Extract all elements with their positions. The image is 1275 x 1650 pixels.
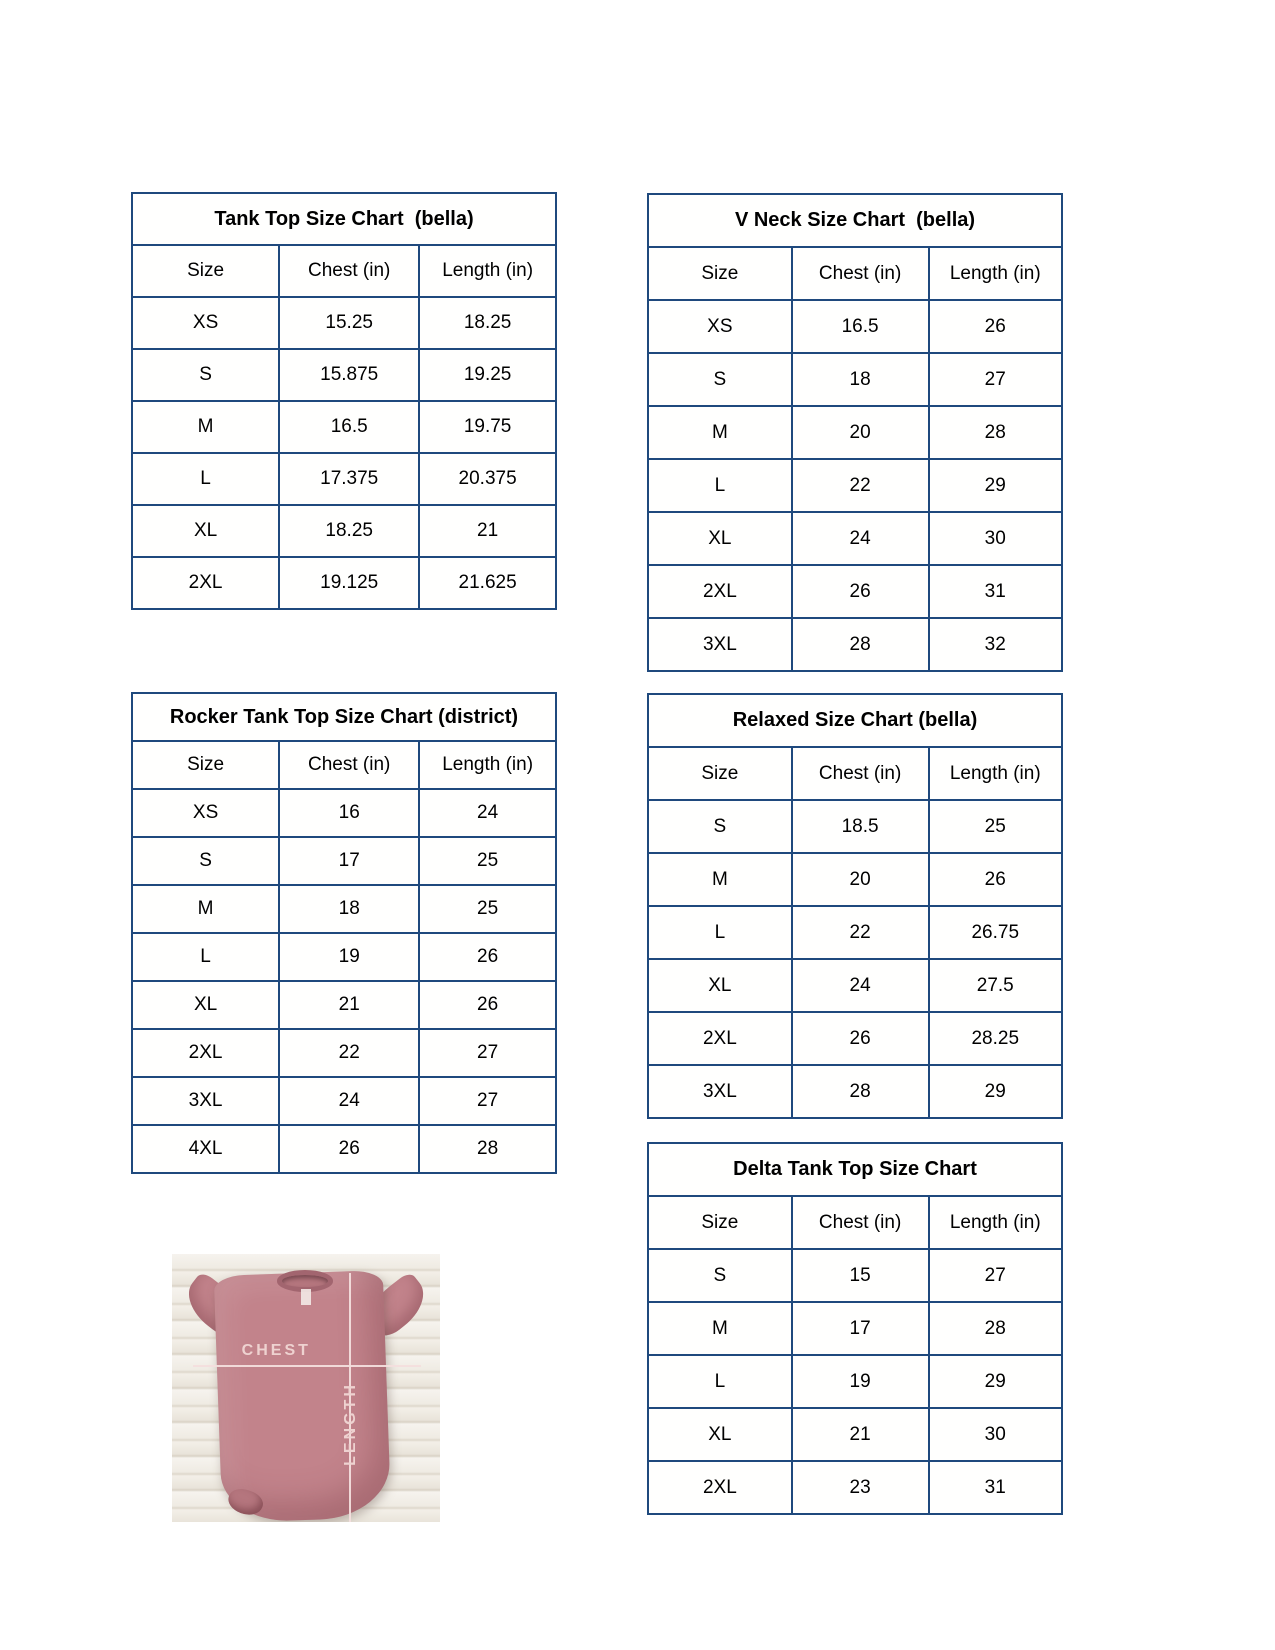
table-cell: S [199, 850, 212, 871]
table-row [133, 348, 555, 400]
size-chart-table-relaxed-bella [647, 693, 1063, 1119]
column-header: Length (in) [928, 748, 1061, 799]
table-header-row [133, 244, 555, 296]
table-cell: 28 [791, 619, 928, 670]
table-cell: 25 [418, 838, 555, 884]
table-cell: M [711, 1317, 728, 1339]
table-cell: 29 [928, 460, 1061, 511]
table-cell: XL [193, 520, 218, 541]
size-chart-table-v-neck-bella [647, 193, 1063, 672]
table-cell: L [714, 921, 726, 943]
table-row [133, 884, 555, 932]
table-cell: XS [192, 312, 219, 333]
table-title: V Neck Size Chart (bella) [734, 209, 976, 231]
chest-label: CHEST [241, 1342, 311, 1360]
column-header: Chest (in) [278, 246, 418, 296]
table-cell: 20 [791, 407, 928, 458]
table-cell: 18 [791, 354, 928, 405]
table-row [649, 958, 1061, 1011]
table-cell: 17 [278, 838, 418, 884]
table-cell: 18.25 [418, 298, 555, 348]
chest-measure-line [193, 1365, 421, 1367]
table-cell: 17.375 [278, 454, 418, 504]
table-cell: 27 [418, 1030, 555, 1076]
table-row [649, 852, 1061, 905]
table-cell: 2XL [702, 1027, 737, 1049]
table-cell: 26 [418, 934, 555, 980]
table-cell: 15 [791, 1250, 928, 1301]
table-cell: 24 [418, 790, 555, 836]
table-cell: M [197, 898, 214, 919]
table-cell: S [199, 364, 212, 385]
table-cell: 3XL [188, 1090, 223, 1111]
table-cell: 21 [418, 506, 555, 556]
table-cell: XL [708, 527, 732, 549]
table-row [649, 1354, 1061, 1407]
table-cell: 25 [418, 886, 555, 932]
table-cell: 26 [418, 982, 555, 1028]
table-cell: M [711, 421, 728, 443]
column-header: Chest (in) [278, 742, 418, 788]
table-row [649, 1407, 1061, 1460]
table-cell: 2XL [188, 572, 223, 593]
table-cell: 15.875 [278, 350, 418, 400]
column-header: Length (in) [418, 742, 555, 788]
table-cell: 18 [278, 886, 418, 932]
table-row [649, 511, 1061, 564]
table-cell: 19.125 [278, 558, 418, 608]
table-cell: 21.625 [418, 558, 555, 608]
table-row [133, 1124, 555, 1172]
table-cell: 2XL [188, 1042, 223, 1063]
table-cell: 28 [928, 407, 1061, 458]
table-cell: L [714, 474, 726, 496]
table-cell: 23 [791, 1462, 928, 1513]
table-title: Delta Tank Top Size Chart [733, 1158, 977, 1180]
table-cell: XS [192, 802, 219, 823]
tshirt-collar-tag [301, 1289, 312, 1305]
table-row [133, 932, 555, 980]
table-cell: 31 [928, 566, 1061, 617]
table-cell: 24 [791, 513, 928, 564]
column-header: Size [187, 260, 225, 281]
size-chart-table-delta-tank [647, 1142, 1063, 1515]
table-cell: L [714, 1370, 726, 1392]
table-cell: 15.25 [278, 298, 418, 348]
table-cell: 29 [928, 1356, 1061, 1407]
table-cell: 30 [928, 513, 1061, 564]
table-row [649, 1301, 1061, 1354]
size-chart-table-rocker-tank-district [131, 692, 557, 1174]
table-cell: 19.25 [418, 350, 555, 400]
table-cell: 24 [791, 960, 928, 1011]
table-cell: 16.5 [791, 301, 928, 352]
length-label: LENGTH [341, 1381, 359, 1466]
table-cell: 20.375 [418, 454, 555, 504]
table-cell: 27.5 [928, 960, 1061, 1011]
table-row [133, 1028, 555, 1076]
column-header: Chest (in) [791, 748, 928, 799]
table-row [133, 836, 555, 884]
table-cell: 3XL [702, 1080, 737, 1102]
table-cell: S [713, 1264, 727, 1286]
table-row [133, 788, 555, 836]
table-cell: 19.75 [418, 402, 555, 452]
table-row [133, 980, 555, 1028]
table-cell: 26 [928, 854, 1061, 905]
table-row [649, 564, 1061, 617]
table-cell: 27 [928, 1250, 1061, 1301]
table-row [133, 1076, 555, 1124]
table-cell: 18.5 [791, 801, 928, 852]
table-cell: S [713, 368, 727, 390]
table-row [649, 905, 1061, 958]
table-cell: 21 [791, 1409, 928, 1460]
table-header-row [649, 746, 1061, 799]
table-cell: 26 [791, 1013, 928, 1064]
table-row [649, 799, 1061, 852]
table-cell: 3XL [702, 633, 737, 655]
table-cell: 16.5 [278, 402, 418, 452]
table-header-row [649, 1195, 1061, 1248]
table-cell: L [200, 468, 211, 489]
table-cell: 28.25 [928, 1013, 1061, 1064]
column-header: Chest (in) [791, 1197, 928, 1248]
table-cell: 31 [928, 1462, 1061, 1513]
table-row [133, 400, 555, 452]
table-cell: XL [708, 1423, 732, 1445]
table-cell: 28 [928, 1303, 1061, 1354]
table-cell: 22 [278, 1030, 418, 1076]
table-row [133, 556, 555, 608]
table-row [649, 1460, 1061, 1513]
table-row [649, 405, 1061, 458]
column-header: Length (in) [928, 248, 1061, 299]
table-cell: 28 [418, 1126, 555, 1172]
table-cell: 2XL [702, 580, 737, 602]
table-cell: XL [708, 974, 732, 996]
table-row [133, 504, 555, 556]
table-cell: 19 [791, 1356, 928, 1407]
table-cell: 28 [791, 1066, 928, 1117]
table-cell: 22 [791, 460, 928, 511]
table-cell: 25 [928, 801, 1061, 852]
table-cell: XL [193, 994, 218, 1015]
table-row [649, 617, 1061, 670]
table-cell: M [711, 868, 728, 890]
column-header: Size [701, 762, 739, 784]
table-cell: 16 [278, 790, 418, 836]
table-cell: 22 [791, 907, 928, 958]
table-row [649, 458, 1061, 511]
table-cell: 24 [278, 1078, 418, 1124]
column-header: Size [187, 754, 225, 775]
table-header-row [649, 246, 1061, 299]
table-cell: 26 [928, 301, 1061, 352]
table-cell: S [713, 815, 727, 837]
table-title: Rocker Tank Top Size Chart (district) [169, 705, 519, 728]
table-header-row [133, 740, 555, 788]
table-row [133, 296, 555, 348]
table-cell: 30 [928, 1409, 1061, 1460]
shirt-measurement-photo [172, 1254, 440, 1522]
table-cell: 26 [278, 1126, 418, 1172]
table-cell: 26 [791, 566, 928, 617]
tshirt-body [213, 1270, 390, 1522]
table-row [649, 352, 1061, 405]
column-header: Length (in) [418, 246, 555, 296]
table-cell: 17 [791, 1303, 928, 1354]
table-cell: 2XL [702, 1476, 737, 1498]
table-cell: 19 [278, 934, 418, 980]
table-row [133, 452, 555, 504]
table-cell: 26.75 [928, 907, 1061, 958]
table-cell: 27 [928, 354, 1061, 405]
column-header: Size [701, 1211, 739, 1233]
table-cell: L [200, 946, 211, 967]
table-cell: 20 [791, 854, 928, 905]
column-header: Length (in) [928, 1197, 1061, 1248]
table-cell: 4XL [188, 1138, 223, 1159]
table-cell: 27 [418, 1078, 555, 1124]
column-header: Size [701, 262, 739, 284]
table-row [649, 1064, 1061, 1117]
table-row [649, 1011, 1061, 1064]
column-header: Chest (in) [791, 248, 928, 299]
table-row [649, 1248, 1061, 1301]
table-title: Tank Top Size Chart (bella) [214, 207, 474, 230]
table-cell: 32 [928, 619, 1061, 670]
table-cell: M [197, 416, 214, 437]
table-row [649, 299, 1061, 352]
table-title: Relaxed Size Chart (bella) [732, 709, 978, 731]
table-cell: 29 [928, 1066, 1061, 1117]
table-cell: XS [707, 315, 733, 337]
table-cell: 18.25 [278, 506, 418, 556]
size-chart-table-tank-top-bella [131, 192, 557, 610]
table-cell: 21 [278, 982, 418, 1028]
